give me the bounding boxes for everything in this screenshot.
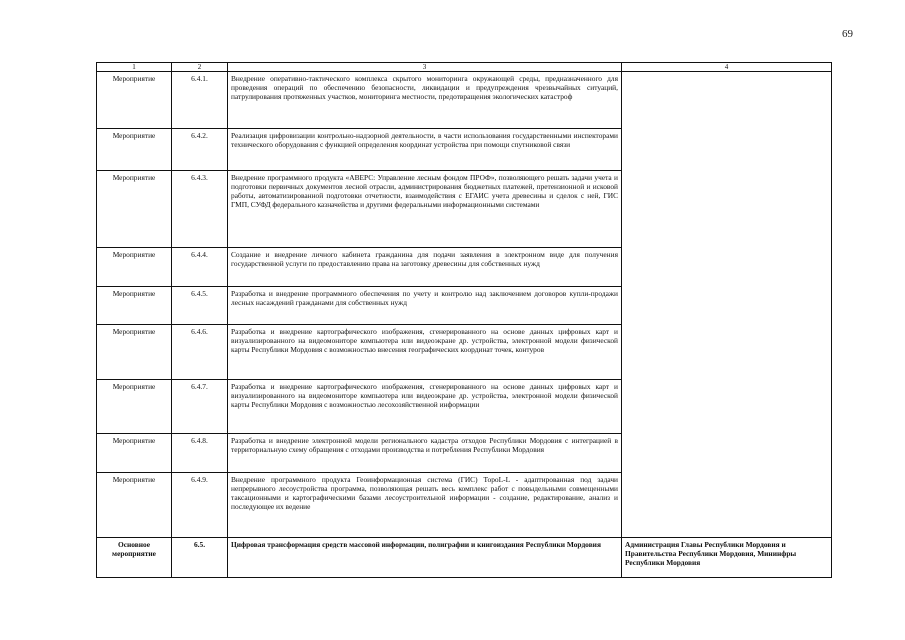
row-description: Разработка и внедрение картографического изображения, сгенерированного на основе данных цифровых карт и визуализированного на видеомониторе компьютера или видеоэкране др. устройства, электронной модели физической карты Республики Мордовия с возможностью лесохозяйственной информации <box>228 380 622 434</box>
column-header: 2 <box>172 63 228 72</box>
row-type: Мероприятие <box>97 171 172 248</box>
row-type: Мероприятие <box>97 248 172 287</box>
row-description: Реализация цифровизации контрольно-надзорной деятельности, в части использования государственными инспекторами технического оборудования с функцией определения координат устройства при помощи спутниковой связи <box>228 129 622 171</box>
row-description: Внедрение оперативно-тактического комплекса скрытого мониторинга окружающей среды, предназначенного для проведения операций по обеспечению безопасности, ликвидации и предупреждения чрезвычайных ситуаций, патрулирования протяженных участков, мониторинга местности, предотвращения экологических катастроф <box>228 72 622 129</box>
row-type: Мероприятие <box>97 473 172 538</box>
row-number: 6.4.9. <box>172 473 228 538</box>
column-number-header-row <box>97 63 832 72</box>
row-responsible: Администрация Главы Республики Мордовия и Правительства Республики Мордовия, Мининфры Республики Мордовия <box>622 538 832 578</box>
row-number: 6.4.6. <box>172 325 228 380</box>
row-number: 6.4.1. <box>172 72 228 129</box>
row-description: Разработка и внедрение электронной модели регионального кадастра отходов Республики Мордовия с интеграцией в территориальную схему обращения с отходами производства и потребления Республики Мордовия <box>228 434 622 473</box>
row-description: Создание и внедрение личного кабинета гражданина для подачи заявления в электронном виде для получения государственной услуги по предоставлению права на заготовку древесины для собственных нужд <box>228 248 622 287</box>
row-type: Мероприятие <box>97 380 172 434</box>
row-number: 6.4.7. <box>172 380 228 434</box>
column-header: 3 <box>228 63 622 72</box>
row-description: Внедрение программного продукта «АВЕРС: Управление лесным фондом ПРОФ», позволяющего решать задачи учета и подготовки первичных документов лесной отрасли, администрирования бюджетных платежей, претензионной и исковой работы, автоматизированной подготовки отчетности, взаимодействия с ЕГАИС учета древесины и сделок с ней, ГИС ГМП, СУФД федерального казначейства и другими федеральными информационными системами <box>228 171 622 248</box>
row-type: Мероприятие <box>97 287 172 325</box>
row-number: 6.4.5. <box>172 287 228 325</box>
row-number: 6.5. <box>172 538 228 578</box>
row-number: 6.4.2. <box>172 129 228 171</box>
row-description: Разработка и внедрение картографического изображения, сгенерированного на основе данных цифровых карт и визуализированного на видеомониторе компьютера или видеоэкране др. устройства, электронной модели физической карты Республики Мордовия с возможностью внесения географических координат точек, контуров <box>228 325 622 380</box>
table-row <box>97 72 832 129</box>
activities-table <box>96 62 832 578</box>
row-number: 6.4.4. <box>172 248 228 287</box>
column-header: 4 <box>622 63 832 72</box>
row-type: Основное мероприятие <box>97 538 172 578</box>
column-header: 1 <box>97 63 172 72</box>
row-type: Мероприятие <box>97 72 172 129</box>
row-description: Разработка и внедрение программного обеспечения по учету и контролю над заключением договоров купли-продажи лесных насаждений гражданами для собственных нужд <box>228 287 622 325</box>
row-type: Мероприятие <box>97 434 172 473</box>
row-type: Мероприятие <box>97 129 172 171</box>
row-number: 6.4.8. <box>172 434 228 473</box>
row-responsible <box>622 72 832 538</box>
page-number: 69 <box>842 28 853 40</box>
row-description: Цифровая трансформация средств массовой информации, полиграфии и книгоиздания Республики Мордовия <box>228 538 622 578</box>
table-row-main-activity <box>97 538 832 578</box>
row-number: 6.4.3. <box>172 171 228 248</box>
row-type: Мероприятие <box>97 325 172 380</box>
row-description: Внедрение программного продукта Геоинформационная система (ГИС) TopoL-L - адаптированная под задачи непрерывного лесоустройства программа, позволяющая решать весь комплекс работ с повыдельными совмещенными таксационными и картографическими базами лесоустроительной информации - создание, редактирование, анализ и последующее их ведение <box>228 473 622 538</box>
